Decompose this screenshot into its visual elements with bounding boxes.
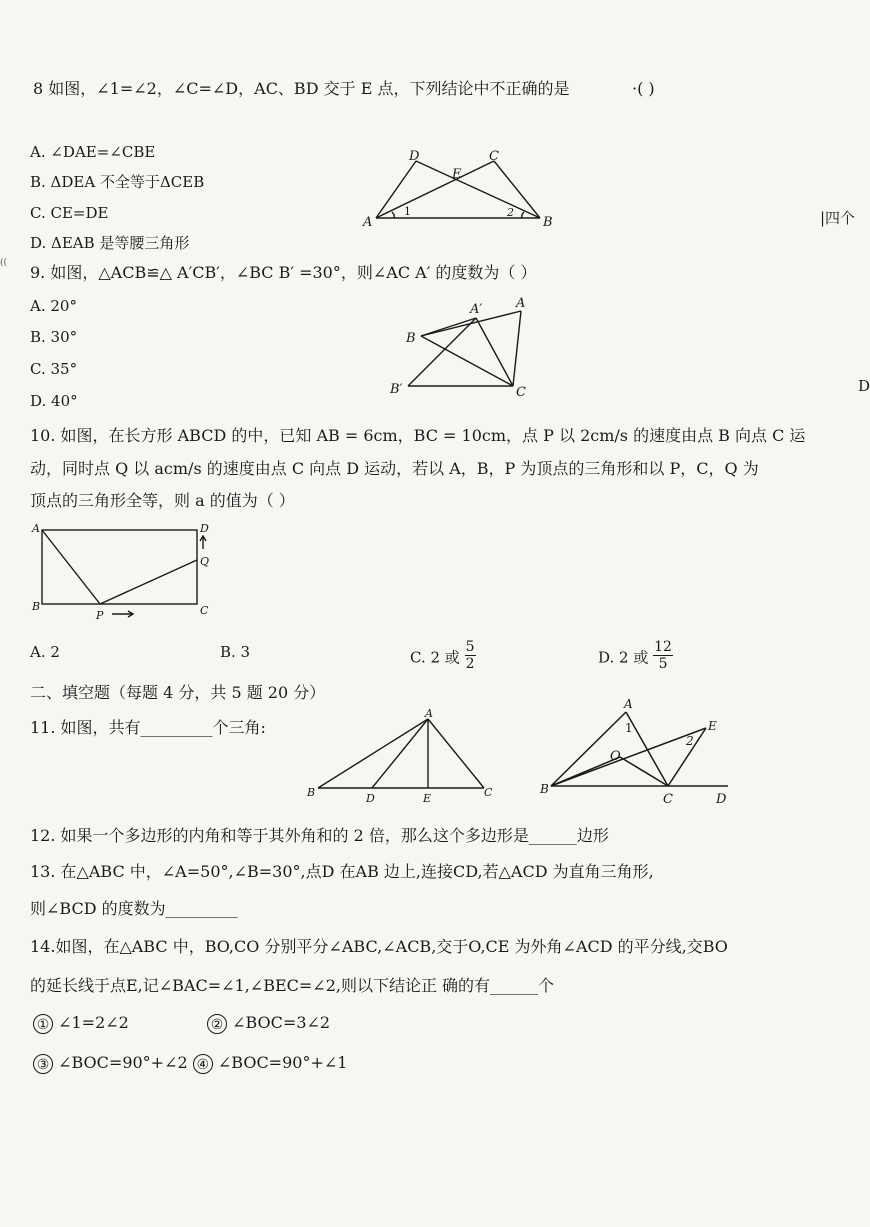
q14-circled-4: ④ xyxy=(193,1054,213,1074)
q10-stem-line2: 动，同时点 Q 以 acm/s 的速度由点 C 向点 D 运动，若以 A，B，P 为顶点的三角形和以 P，C，Q 为 xyxy=(30,459,759,478)
q10-label-q: Q xyxy=(200,555,210,568)
section-2-heading: 二、填空题（每题 4 分，共 5 题 20 分） xyxy=(30,683,326,702)
q10-stem-line3: 顶点的三角形全等，则 a 的值为（ ） xyxy=(30,491,295,510)
q10-option-c-numerator: 5 xyxy=(465,639,475,655)
q14-seg-be xyxy=(551,728,706,786)
q11-stem-pre: 11. 如图，共有 xyxy=(30,718,141,737)
q13-stem-line2: 则∠BCD 的度数为_________ xyxy=(30,899,238,918)
q10-option-d-numerator: 12 xyxy=(654,639,672,655)
q10-label-d: D xyxy=(200,522,209,535)
q14-fig-label-e: E xyxy=(708,719,717,733)
q14-fig-label-c: C xyxy=(663,792,673,807)
q9-label-a-prime: A′ xyxy=(470,302,483,317)
q14-circled-3: ③ xyxy=(33,1054,53,1074)
q14-circled-2: ② xyxy=(207,1014,227,1034)
q10-label-b: B xyxy=(32,600,41,613)
q14-stem-line2: 的延长线于点E,记∠BAC=∠1,∠BEC=∠2,则以下结论正 确的有______个 xyxy=(30,976,555,995)
q9-option-a: A. 20° xyxy=(30,297,77,315)
q11-label-a: A xyxy=(425,707,433,720)
q10-label-c: C xyxy=(200,604,209,617)
q14-option-1 xyxy=(33,1013,129,1034)
q14-fig-label-b: B xyxy=(540,782,549,796)
q8-option-c: C. CE=DE xyxy=(30,204,109,222)
q9-label-a: A xyxy=(516,296,526,311)
q9-label-b: B xyxy=(406,331,416,346)
q14-circled-1: ① xyxy=(33,1014,53,1034)
margin-fragment-right-2: D xyxy=(858,377,870,395)
q8-label-a: A xyxy=(363,215,373,230)
q8-option-b: B. ΔDEA 不全等于ΔCEB xyxy=(30,173,205,191)
q10-option-b: B. 3 xyxy=(220,643,251,661)
q9-stem: 9. 如图，△ACB≌△ A′CB′，∠BC B′ =30°，则∠AC A′ 的度数为（ ） xyxy=(30,263,537,282)
q14-option-2 xyxy=(207,1013,330,1034)
q10-option-c-denominator: 2 xyxy=(465,656,475,672)
q14-fig-label-a: A xyxy=(624,697,633,711)
q14-fig-label-o: O xyxy=(610,749,621,764)
q11-answer-blank[interactable]: _________ xyxy=(140,718,213,737)
q14-option-4-text: ∠BOC=90°+∠1 xyxy=(217,1053,348,1072)
q14-fig-label-angle2: 2 xyxy=(686,734,694,748)
q11-label-d: D xyxy=(366,792,375,805)
q10-option-a: A. 2 xyxy=(30,643,60,661)
q14-option-1-text: ∠1=2∠2 xyxy=(58,1013,129,1032)
q8-stem: 8 如图，∠1=∠2，∠C=∠D，AC、BD 交于 E 点，下列结论中不正确的是 xyxy=(33,79,570,98)
q9-label-c: C xyxy=(516,385,526,400)
q14-stem-line1: 14.如图，在△ABC 中，BO,CO 分别平分∠ABC,∠ACB,交于O,CE 为外角∠ACD 的平分线,交BO xyxy=(30,937,728,956)
q8-answer-paren: ·( ) xyxy=(632,79,655,98)
q14-option-3 xyxy=(33,1053,347,1074)
q11-label-b: B xyxy=(307,786,316,799)
q8-label-angle2: 2 xyxy=(507,206,514,219)
q14-option-2-text: ∠BOC=3∠2 xyxy=(232,1013,331,1032)
q10-label-a: A xyxy=(32,522,40,535)
q8-label-angle1: 1 xyxy=(404,205,411,218)
q13-stem-line1: 13. 在△ABC 中，∠A=50°,∠B=30°,点D 在AB 边上,连接CD,若△ACD 为直角三角形, xyxy=(30,862,654,881)
q8-label-d: D xyxy=(409,149,420,164)
margin-fragment-right-1: |四个 xyxy=(820,209,856,227)
q10-option-d-denominator: 5 xyxy=(658,656,668,672)
q8-option-a: A. ∠DAE=∠CBE xyxy=(30,143,156,161)
q9-option-c: C. 35° xyxy=(30,360,78,378)
q9-option-b: B. 30° xyxy=(30,328,78,346)
q11-stem-post: 个三角: xyxy=(212,718,266,737)
q8-label-e: E xyxy=(452,167,462,182)
q8-label-b: B xyxy=(543,215,553,230)
q14-seg-co xyxy=(620,757,668,786)
q14-fig-label-angle1: 1 xyxy=(625,721,633,735)
q9-label-b-prime: B′ xyxy=(390,382,403,397)
q11-label-e: E xyxy=(423,792,432,805)
q10-label-p: P xyxy=(96,609,104,622)
margin-fragment-left: (( xyxy=(0,258,8,268)
q11-label-c: C xyxy=(484,786,493,799)
q8-option-d: D. ΔEAB 是等腰三角形 xyxy=(30,234,190,252)
q10-option-d-prefix: D. 2 或 xyxy=(598,648,649,667)
q9-option-d: D. 40° xyxy=(30,392,78,410)
q14-option-3-text: ∠BOC=90°+∠2 xyxy=(58,1053,188,1072)
q10-option-c-prefix: C. 2 或 xyxy=(410,648,460,667)
q10-stem-line1: 10. 如图，在长方形 ABCD 的中，已知 AB = 6cm，BC = 10cm，点 P 以 2cm/s 的速度由点 B 向点 C 运 xyxy=(30,426,806,445)
q8-label-c: C xyxy=(489,149,499,164)
q14-fig-label-d: D xyxy=(716,792,727,807)
q12-stem: 12. 如果一个多边形的内角和等于其外角和的 2 倍，那么这个多边形是______边形 xyxy=(30,826,609,845)
